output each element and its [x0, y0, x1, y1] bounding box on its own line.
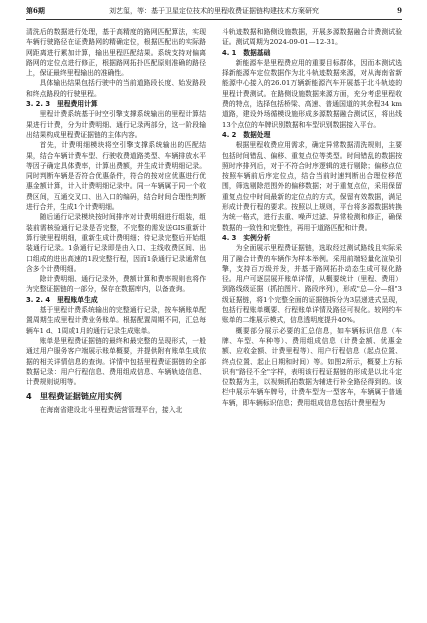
running-title: 刘艺玺，等：基于卫星定位技术的里程收费证据链构建技术方案研究	[109, 7, 319, 15]
paragraph: 为全面展示里程费证据链，选取经过测试路线且实际采用了融合计费的车辆作为样本举例。采用前端轻量化渲染引擎，支持百万级并发，并基于路网拓扑动态生成可视化路径。用户可逐层展开账单详情，从概要统计（里程、费用）到路线级证据（抓拍图片、路段序列），形成"总—分—细"3级证据链，将1个完整全面的证据链拆分为3层递进式呈现，包括行程账单概要、行程账单详情及路径可视化。较网约车账单的二维展示模式，信息透明度提升40%。	[222, 244, 402, 325]
right-column	[222, 27, 402, 619]
paragraph: 账单是里程费证据链的最终和最完整的呈现形式，一般通过用户服务客户端展示账单概要，并提供附有账单生成依据的相关详情信息的查询。详情中包括里程费证据链的全部数据记录：用户行程信息、费用组成信息、车辆轨迹信息、计费规则说明等。	[26, 336, 206, 387]
subsection-heading-4-3: 4. 3 实例分析	[222, 233, 271, 242]
paragraph: 随后通行记录模块按时间排序对计费明细进行组装，组装前需核验通行记录是否完整，不完整的需发送GIS重新计算行驶里程明细，重新生成计费明细；待记录完整后开始组装通行记录。1条通行记录即是由入口、主线收费区间、出口组成的进出高速的1段完整行程，因而1条通行记录通常包含多个计费明细。	[26, 213, 206, 273]
paragraph: 首先，计费明细模块将空引擎支撑系统输出的匹配结果，结合车辆计费车型、行驶收费道路类型、车辆排放水平等因子确定具体费率，计算出费额，并生成计费明细记录。同时判断车辆是否符合优惠条件，符合的按对应优惠进行优惠金额计算，计入计费明细记录中。同一车辆属于同一个收费区间，互通交叉口、出入口的编码，结合时间合理性判断进行合并，生成1个计费明细。	[26, 141, 206, 212]
paragraph: 斗轨迹数据和路侧设施数据，开展多源数据融合计费测试验证。测试周期为2024-09-01—12-31。	[222, 28, 402, 47]
left-column	[26, 27, 206, 619]
page-number: 9	[397, 6, 402, 15]
paragraph: 基于里程计费系统输出的完整通行记录，按车辆账单配置周期生成里程计费业务账单。根据配置周期不同，汇总每辆车1 d、1周或1月的通行记录生成账单。	[26, 306, 206, 335]
paragraph: 新能源车是里程费应用的重要目标群体，因而本测试选择新能源车定位数据作为北斗轨迹数据来源，对从海南省新能源中心接入的26.01万辆新能源汽车开展基于北斗轨迹的里程计费测试。在路侧设施数据来源方面，充分考虑里程收费的特点，选择包括桥梁、高速、普通国道的其余程34 km道路，建设外场循模设施形成多源数据融合测试区，将出线13个点位的车牌识别数据和车型识别数据接入平台。	[222, 58, 402, 129]
paragraph: 概要部分展示必要的汇总信息，如车辆标识信息（车牌、车型、车种等）、费用组成信息（计费金额、优惠金额、应收金额、计费里程等）、用户行程信息（起点位置、终点位置、起止日期和时间）等。如图2所示，概要上方标识有"路径不全"字样，表明该行程证据链的形成是以北斗定位数据为主，以视频抓拍数据为辅进行补全路径得到的。该栏中展示车辆车牌号，计费车型为一型客车，车辆属于普通车辆，即车辆标识信息；费用组成信息包括计费里程为	[222, 326, 402, 407]
issue-number: 第6期	[26, 6, 45, 15]
paragraph: 清洗后的数据进行处理，基于高精度的路网匹配算法，实现车辆行驶路径在证费路网的精确定位，根据匹配出的实际路网距离进行累加计算，输出里程匹配结果。系统支持对偏离路网的定位点进行修正，根据路网拓扑匹配原则准确的路径上，保证最终里程输出的准确性。	[26, 28, 206, 78]
subsection-heading-3-2-4: 3. 2. 4 里程账单生成	[26, 295, 98, 304]
section-heading-4: 4 里程费证据链应用实例	[26, 391, 122, 402]
paragraph: 在海南省建设北斗里程费运营管理平台，接入北	[39, 406, 183, 415]
subsection-heading-4-2: 4. 2 数据处理	[222, 130, 271, 139]
subsection-heading-3-2-3: 3. 2. 3 里程费用计算	[26, 100, 98, 109]
subsection-heading-4-1: 4. 1 数据基础	[222, 48, 271, 57]
running-header	[26, 4, 402, 18]
paragraph: 除计费明细、通行记录外，费额计算和费率规则也将作为完整证据链的一部分，保存在数据库内，以备查询。	[26, 275, 206, 294]
paragraph: 里程计费系统基于时空引擎支撑系统输出的里程计算结果进行计费，分为计费明细、通行记录两部分，这一阶段输出结果构成里程费证据链的主体内容。	[26, 110, 206, 139]
paragraph: 根据里程收费应用需求，确定异常数据清洗规则，主要包括时间错乱、偏移、重复点位等类型。时间错乱的数据按照时序排列后，对于不符合时序逻辑的进行剔除；偏移点位按照车辆前后序定位点，结合当前时速判断出合理位移范围，筛选剔除范围外的偏移数据；对于重复点位，采用保留重复点位中时间最新的定位点的方式，保留有效数据，满足形成计费行程的要求。按照以上规则，平台将多源数据转换为统一格式，进行去重、噪声过滤、异常检测和修正，确保数据的一致性和完整性，再用于道路匹配和计费。	[222, 141, 402, 232]
paragraph: 具体输出结果包括行驶中的当前道路段长度、始发路段和终点路段的行驶里程。	[26, 79, 206, 98]
header-rule	[26, 19, 402, 20]
